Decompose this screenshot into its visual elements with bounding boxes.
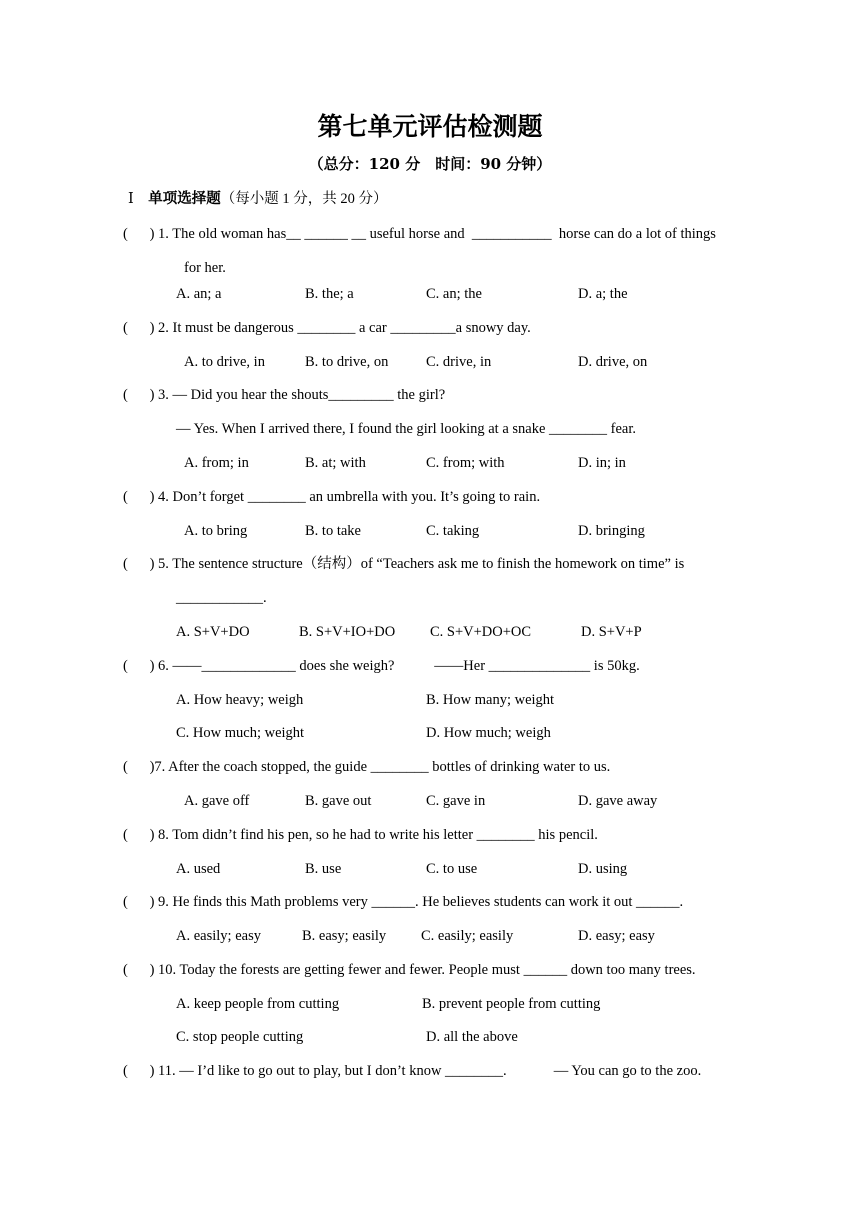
answer-option: D. all the above: [426, 1029, 518, 1045]
answer-option: D. using: [578, 861, 628, 877]
answer-option: C. to use: [426, 861, 478, 877]
answer-option: A. used: [176, 861, 221, 877]
section-numeral: Ⅰ: [128, 191, 134, 207]
answer-option: C. How much; weight: [176, 725, 305, 741]
answer-option: C. stop people cutting: [176, 1029, 304, 1045]
question-text: — Yes. When I arrived there, I found the girl looking at a snake ________ fear.: [176, 421, 636, 437]
question-stem: ( )7. After the coach stopped, the guide ________ bottles of drinking water to us.: [123, 759, 611, 775]
question-text: ____________.: [176, 590, 267, 606]
answer-option: A. keep people from cutting: [176, 996, 340, 1012]
answer-option: A. from; in: [184, 455, 249, 471]
question-stem: ( ) 2. It must be dangerous ________ a car _________a snowy day.: [123, 320, 531, 336]
question-stem: ( ) 3. — Did you hear the shouts_________ the girl?: [123, 387, 446, 403]
question-stem: ( ) 6. ——_____________ does she weigh? ——Her ______________ is 50kg.: [123, 658, 640, 674]
answer-option: C. gave in: [426, 793, 486, 809]
section-title: 单项选择题: [148, 190, 221, 207]
answer-option: C. an; the: [426, 286, 482, 302]
answer-option: B. use: [305, 861, 342, 877]
section-heading: [128, 192, 387, 207]
question-stem: ( ) 11. — I’d like to go out to play, but I don’t know ________. — You can go to the zoo.: [123, 1063, 702, 1079]
answer-option: C. drive, in: [426, 354, 492, 370]
question-stem: ( ) 10. Today the forests are getting fewer and fewer. People must ______ down too many trees.: [123, 962, 696, 978]
answer-option: B. to drive, on: [305, 354, 389, 370]
answer-option: B. How many; weight: [426, 692, 555, 708]
question-stem: ( ) 5. The sentence structure（结构）of “Teachers ask me to finish the homework on time” is: [123, 556, 685, 572]
answer-option: D. in; in: [578, 455, 626, 471]
answer-option: B. gave out: [305, 793, 372, 809]
answer-option: B. the; a: [305, 286, 354, 302]
answer-option: B. S+V+IO+DO: [299, 624, 396, 640]
answer-option: A. gave off: [184, 793, 250, 809]
answer-option: A. How heavy; weigh: [176, 692, 304, 708]
answer-option: D. bringing: [578, 523, 645, 539]
answer-option: D. gave away: [578, 793, 658, 809]
answer-option: D. a; the: [578, 286, 628, 302]
answer-option: C. easily; easily: [421, 928, 514, 944]
page-subtitle: （总分：120 分 时间：90 分钟）: [308, 155, 552, 173]
answer-option: B. at; with: [305, 455, 366, 471]
answer-option: C. S+V+DO+OC: [430, 624, 532, 640]
question-text: for her.: [184, 260, 226, 276]
answer-option: C. from; with: [426, 455, 505, 471]
answer-option: B. easy; easily: [302, 928, 387, 944]
answer-option: A. to bring: [184, 523, 248, 539]
answer-option: A. to drive, in: [184, 354, 265, 370]
question-stem: ( ) 1. The old woman has__ ______ __ useful horse and ___________ horse can do a lot of things: [123, 226, 716, 242]
answer-option: D. drive, on: [578, 354, 648, 370]
answer-option: B. prevent people from cutting: [422, 996, 601, 1012]
page-title: 第七单元评估检测题: [317, 112, 543, 141]
answer-option: A. easily; easy: [176, 928, 261, 944]
answer-option: A. an; a: [176, 286, 222, 302]
section-note: （每小题 1 分，共 20 分）: [220, 191, 388, 207]
answer-option: B. to take: [305, 523, 361, 539]
question-stem: ( ) 8. Tom didn’t find his pen, so he had to write his letter ________ his pencil.: [123, 827, 598, 843]
question-stem: ( ) 9. He finds this Math problems very ______. He believes students can work it out ______.: [123, 894, 684, 910]
answer-option: C. taking: [426, 523, 480, 539]
question-stem: ( ) 4. Don’t forget ________ an umbrella with you. It’s going to rain.: [123, 489, 541, 505]
answer-option: A. S+V+DO: [176, 624, 250, 640]
answer-option: D. S+V+P: [581, 624, 642, 640]
answer-option: D. easy; easy: [578, 928, 655, 944]
answer-option: D. How much; weigh: [426, 725, 551, 741]
